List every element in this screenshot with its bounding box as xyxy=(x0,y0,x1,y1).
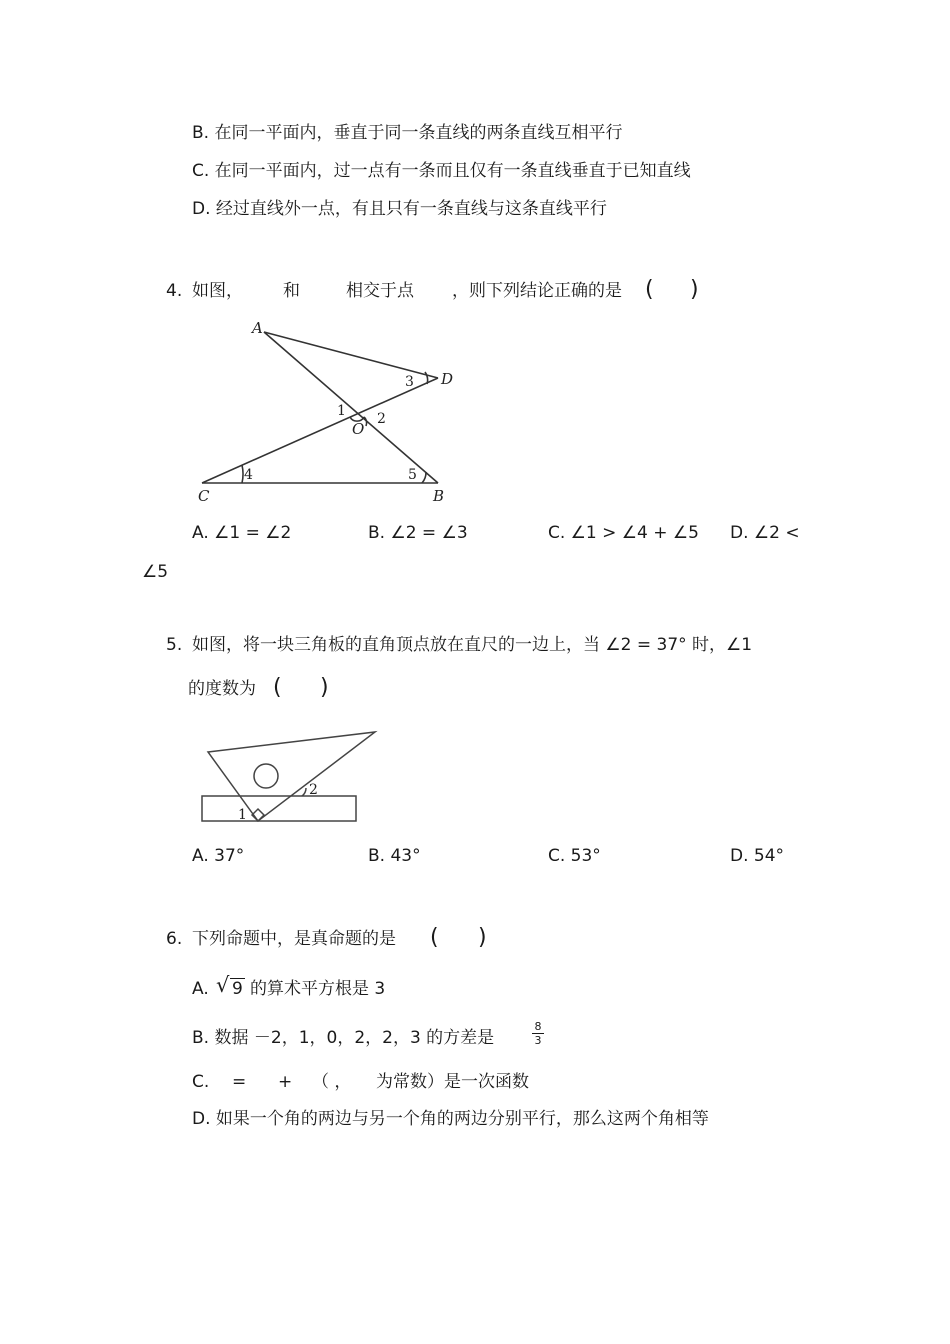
q6-option-c-plus: + xyxy=(278,1072,293,1092)
q6-option-c-label: C. xyxy=(192,1072,210,1092)
label-angle-5: 5 xyxy=(408,467,417,483)
q6-number: 6. xyxy=(166,929,183,949)
q5-option-c: C. 53° xyxy=(548,846,601,866)
sqrt-symbol-icon: √ xyxy=(216,973,230,997)
q6-option-a-label: A. xyxy=(192,979,209,999)
q4-option-d-continued: ∠5 xyxy=(142,562,169,582)
angle-5-arc xyxy=(422,472,426,483)
q5-option-d: D. 54° xyxy=(730,846,785,866)
q4-stem-part-2: 和 xyxy=(283,281,300,301)
q5-option-a: A. 37° xyxy=(192,846,245,866)
angle-2-arc xyxy=(364,417,367,426)
label-angle-1: 1 xyxy=(238,807,247,823)
q6-stem: 下列命题中，是真命题的是 xyxy=(192,929,396,949)
angle-3-arc xyxy=(425,372,428,384)
label-O: O xyxy=(352,420,365,438)
q4-figure xyxy=(190,315,460,510)
q4-stem-part-4: ，则下列结论正确的是 xyxy=(452,281,622,301)
q4-stem-part-1: 如图， xyxy=(192,281,243,301)
q3-option-b: B. 在同一平面内，垂直于同一条直线的两条直线互相平行 xyxy=(192,123,623,143)
q6-option-a-radicand: 9 xyxy=(232,979,243,999)
set-square xyxy=(208,732,375,821)
set-square-hole xyxy=(254,764,278,788)
q5-stem-line-2: 的度数为 xyxy=(188,679,256,699)
q4-option-c: C. ∠1 > ∠4 + ∠5 xyxy=(548,523,699,543)
q5-stem-line-1: 如图，将一块三角板的直角顶点放在直尺的一边上，当 ∠2 = 37° 时，∠1 xyxy=(192,635,753,655)
label-D: D xyxy=(441,370,454,388)
label-angle-2: 2 xyxy=(309,782,318,798)
fraction-denominator: 3 xyxy=(534,1034,542,1047)
q6-option-a-text: 的算术平方根是 3 xyxy=(250,979,386,999)
q4-answer-paren-close: ) xyxy=(690,277,699,302)
label-angle-3: 3 xyxy=(405,374,414,390)
label-angle-2: 2 xyxy=(377,411,386,427)
label-angle-1: 1 xyxy=(337,403,346,419)
q6-answer-paren-open: ( xyxy=(430,925,439,950)
segment-DC xyxy=(202,378,438,483)
label-B: B xyxy=(433,487,445,505)
q4-option-b: B. ∠2 = ∠3 xyxy=(368,523,468,543)
q5-figure xyxy=(190,725,400,835)
angle-4-arc xyxy=(242,465,243,483)
q5-answer-paren-close: ) xyxy=(320,675,329,700)
q3-option-c: C. 在同一平面内，过一点有一条而且仅有一条直线垂直于已知直线 xyxy=(192,161,691,181)
q4-answer-paren-open: ( xyxy=(645,277,654,302)
q4-stem-part-3: 相交于点 xyxy=(346,281,414,301)
q5-answer-paren-open: ( xyxy=(273,675,282,700)
q6-option-c-text: 为常数）是一次函数 xyxy=(376,1072,529,1092)
q6-option-b-fraction xyxy=(532,1020,544,1047)
label-C: C xyxy=(198,487,210,505)
q4-number: 4. xyxy=(166,281,183,301)
q6-option-d: D. 如果一个角的两边与另一个角的两边分别平行，那么这两个角相等 xyxy=(192,1109,709,1129)
q6-option-b-text: B. 数据 －2，1，0，2，2，3 的方差是 xyxy=(192,1028,495,1048)
q6-option-c-equals: = xyxy=(232,1072,247,1092)
angle-2-arc xyxy=(302,788,306,796)
label-angle-4: 4 xyxy=(244,467,253,483)
q6-option-c-paren: （ ， xyxy=(312,1072,352,1092)
q5-option-b: B. 43° xyxy=(368,846,421,866)
q3-option-d: D. 经过直线外一点，有且只有一条直线与这条直线平行 xyxy=(192,199,607,219)
ruler xyxy=(202,796,356,821)
q4-option-a: A. ∠1 = ∠2 xyxy=(192,523,292,543)
q6-answer-paren-close: ) xyxy=(478,925,487,950)
q4-option-d: D. ∠2 < xyxy=(730,523,800,543)
fraction-numerator: 8 xyxy=(532,1020,544,1034)
q5-number: 5. xyxy=(166,635,183,655)
label-A: A xyxy=(252,319,263,337)
